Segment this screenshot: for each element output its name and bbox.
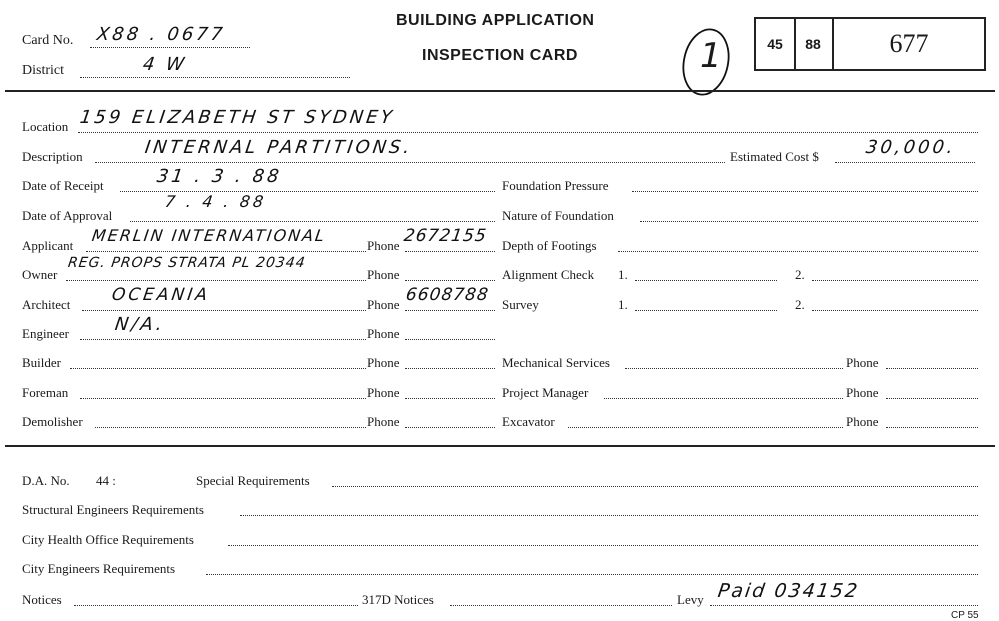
- card-no-label: Card No.: [22, 33, 74, 48]
- foreman-label: Foreman: [22, 385, 69, 400]
- alignment-check-label: Alignment Check: [502, 267, 595, 282]
- applicant-line: [86, 251, 366, 252]
- architect-label: Architect: [22, 297, 71, 312]
- project-manager-phone-label: Phone: [846, 385, 879, 400]
- notices-317d-line: [450, 605, 672, 606]
- architect-phone-label: Phone: [367, 297, 400, 312]
- special-requirements-label: Special Requirements: [196, 473, 310, 488]
- da-no-label: D.A. No.: [22, 473, 70, 488]
- engineer-value: N/A.: [113, 314, 167, 335]
- demolisher-line: [95, 427, 366, 428]
- owner-value: REG. PROPS STRATA PL 20344: [66, 255, 307, 271]
- structural-requirements-label: Structural Engineers Requirements: [22, 502, 204, 517]
- project-manager-phone-line: [886, 398, 978, 399]
- engineer-phone-line: [405, 339, 495, 340]
- builder-phone-line: [405, 368, 495, 369]
- demolisher-phone-line: [405, 427, 495, 428]
- mechanical-services-phone-label: Phone: [846, 355, 879, 370]
- description-line: [95, 162, 725, 163]
- alignment-check-line-1: [635, 280, 777, 281]
- owner-label: Owner: [22, 267, 58, 282]
- alignment-check-num-1: 1.: [618, 267, 628, 282]
- levy-value: Paid 034152: [716, 580, 861, 602]
- notices-line: [74, 605, 358, 606]
- project-manager-label: Project Manager: [502, 385, 589, 400]
- card-no-value: X88 . 0677: [95, 24, 227, 45]
- notices-317d-label: 317D Notices: [362, 592, 434, 607]
- levy-label: Levy: [677, 592, 704, 607]
- header-divider: [5, 90, 995, 92]
- notices-label: Notices: [22, 592, 62, 607]
- health-requirements-line: [228, 545, 978, 546]
- location-value: 159 ELIZABETH ST SYDNEY: [78, 107, 397, 128]
- builder-phone-label: Phone: [367, 355, 400, 370]
- district-label: District: [22, 63, 64, 78]
- ref-box-year-prefix: 45: [754, 17, 796, 71]
- builder-line: [70, 368, 366, 369]
- city-engineers-requirements-line: [206, 574, 978, 575]
- engineer-label: Engineer: [22, 326, 69, 341]
- foreman-line: [80, 398, 366, 399]
- applicant-phone-value: 2672155: [402, 226, 489, 246]
- date-of-receipt-label: Date of Receipt: [22, 178, 104, 193]
- excavator-label: Excavator: [502, 414, 555, 429]
- date-of-approval-value: 7 . 4 . 88: [163, 192, 268, 211]
- nature-of-foundation-line: [640, 221, 978, 222]
- requirements-divider: [5, 445, 995, 447]
- location-line: [78, 132, 978, 133]
- structural-requirements-line: [240, 515, 978, 516]
- architect-phone-value: 6608788: [404, 285, 491, 305]
- builder-label: Builder: [22, 355, 61, 370]
- district-value: 4 W: [141, 54, 189, 75]
- architect-line: [82, 310, 366, 311]
- architect-phone-line: [405, 310, 495, 311]
- foreman-phone-label: Phone: [367, 385, 400, 400]
- mechanical-services-phone-line: [886, 368, 978, 369]
- applicant-value: MERLIN INTERNATIONAL: [90, 226, 328, 245]
- location-label: Location: [22, 119, 69, 134]
- foundation-pressure-line: [632, 191, 978, 192]
- title-line-1: BUILDING APPLICATION: [396, 12, 595, 29]
- engineer-phone-label: Phone: [367, 326, 400, 341]
- district-line: [80, 77, 350, 78]
- excavator-line: [568, 427, 843, 428]
- project-manager-line: [604, 398, 843, 399]
- estimated-cost-line: [835, 162, 975, 163]
- ref-box-year: 88: [794, 17, 834, 71]
- health-requirements-label: City Health Office Requirements: [22, 532, 194, 547]
- nature-of-foundation-label: Nature of Foundation: [502, 208, 614, 223]
- form-code: CP 55: [951, 610, 979, 621]
- description-label: Description: [22, 149, 83, 164]
- date-of-approval-line: [130, 221, 495, 222]
- excavator-phone-line: [886, 427, 978, 428]
- title-line-2: INSPECTION CARD: [422, 47, 578, 64]
- demolisher-phone-label: Phone: [367, 414, 400, 429]
- mechanical-services-line: [625, 368, 843, 369]
- card-no-line: [90, 47, 250, 48]
- city-engineers-requirements-label: City Engineers Requirements: [22, 561, 176, 576]
- survey-label: Survey: [502, 297, 539, 312]
- circled-number: 1: [700, 36, 722, 76]
- mechanical-services-label: Mechanical Services: [502, 355, 610, 370]
- excavator-phone-label: Phone: [846, 414, 879, 429]
- depth-of-footings-line: [618, 251, 978, 252]
- levy-line: [710, 605, 978, 606]
- applicant-phone-line: [405, 251, 495, 252]
- ref-box-number: 677: [834, 17, 986, 71]
- architect-value: OCEANIA: [110, 285, 212, 305]
- description-value: INTERNAL PARTITIONS.: [143, 137, 414, 158]
- survey-num-2: 2.: [795, 297, 805, 312]
- owner-phone-line: [405, 280, 495, 281]
- applicant-phone-label: Phone: [367, 238, 400, 253]
- date-of-receipt-value: 31 . 3 . 88: [155, 166, 284, 187]
- survey-line-2: [812, 310, 978, 311]
- alignment-check-line-2: [812, 280, 978, 281]
- applicant-label: Applicant: [22, 238, 74, 253]
- alignment-check-num-2: 2.: [795, 267, 805, 282]
- foundation-pressure-label: Foundation Pressure: [502, 178, 609, 193]
- da-no-value: 44 :: [96, 473, 116, 488]
- estimated-cost-value: 30,000.: [864, 137, 958, 158]
- depth-of-footings-label: Depth of Footings: [502, 238, 597, 253]
- estimated-cost-label: Estimated Cost $: [730, 149, 819, 164]
- demolisher-label: Demolisher: [22, 414, 83, 429]
- survey-num-1: 1.: [618, 297, 628, 312]
- foreman-phone-line: [405, 398, 495, 399]
- date-of-approval-label: Date of Approval: [22, 208, 113, 223]
- engineer-line: [80, 339, 366, 340]
- special-requirements-line: [332, 486, 978, 487]
- owner-line: [66, 280, 366, 281]
- owner-phone-label: Phone: [367, 267, 400, 282]
- survey-line-1: [635, 310, 777, 311]
